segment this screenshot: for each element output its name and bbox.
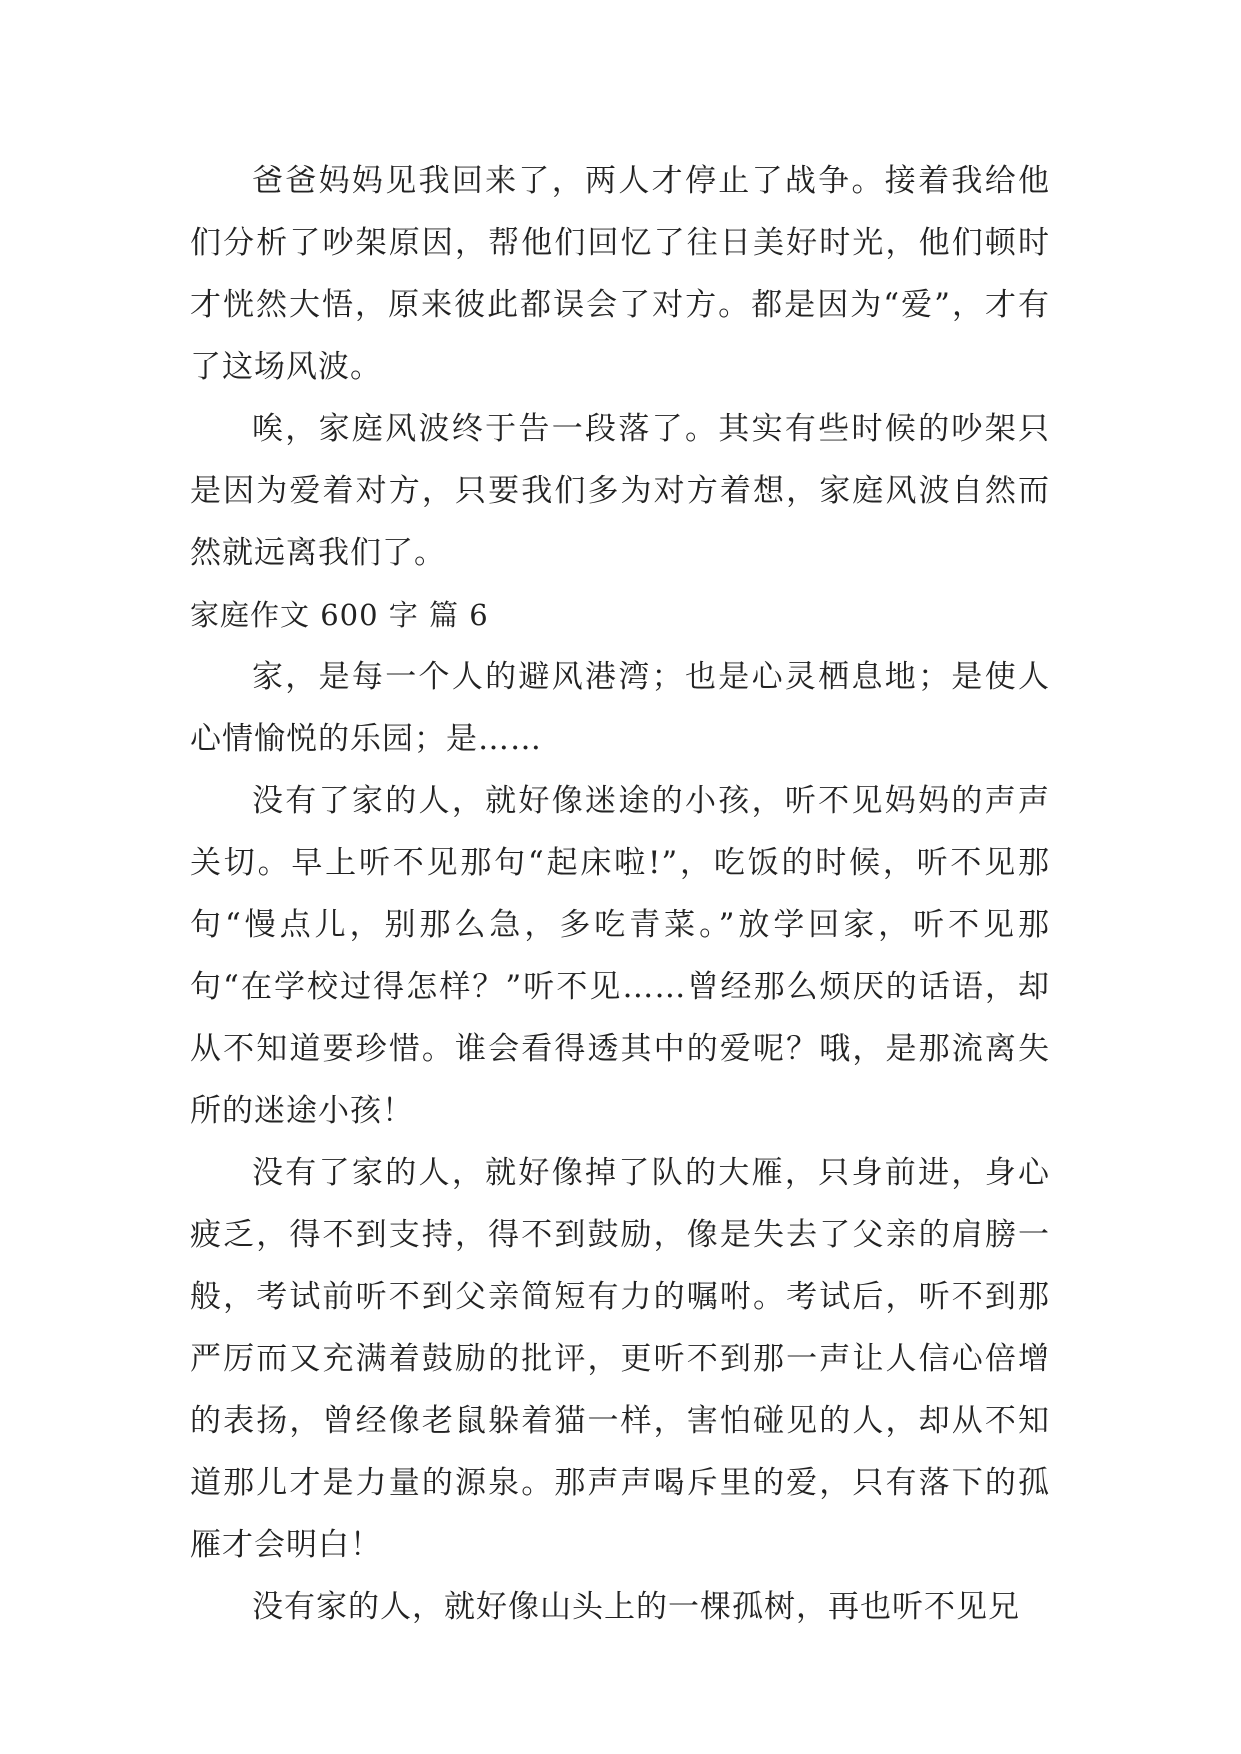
paragraph-1: 爸爸妈妈见我回来了，两人才停止了战争。接着我给他们分析了吵架原因，帮他们回忆了往日美好时光，他们顿时才恍然大悟，原来彼此都误会了对方。都是因为“爱”，才有了这场风波。 bbox=[190, 163, 1050, 385]
paragraph-5: 没有了家的人，就好像掉了队的大雁，只身前进，身心疲乏，得不到支持，得不到鼓励，像是失去了父亲的肩膀一般，考试前听不到父亲简短有力的嘱咐。考试后，听不到那严厉而又充满着鼓励的批评，更听不到那一声让人信心倍增的表扬，曾经像老鼠躲着猫一样，害怕碰见的人，却从不知道那儿才是力量的源泉。那声声喝斥里的爱，只有落下的孤雁才会明白！ bbox=[190, 1155, 1050, 1563]
paragraph-3: 家，是每一个人的避风港湾；也是心灵栖息地；是使人心情愉悦的乐园；是…… bbox=[190, 659, 1050, 757]
section-heading: 家庭作文 600 字 篇 6 bbox=[190, 598, 489, 632]
paragraph-6: 没有家的人，就好像山头上的一棵孤树，再也听不见兄 bbox=[252, 1589, 1020, 1625]
paragraph-2: 唉，家庭风波终于告一段落了。其实有些时候的吵架只是因为爱着对方，只要我们多为对方着想，家庭风波自然而然就远离我们了。 bbox=[190, 411, 1050, 571]
document-page bbox=[190, 150, 1050, 1638]
paragraph-4: 没有了家的人，就好像迷途的小孩，听不见妈妈的声声关切。早上听不见那句“起床啦!”，吃饭的时候，听不见那句“慢点儿，别那么急，多吃青菜。”放学回家，听不见那句“在学校过得怎样？”听不见……曾经那么烦厌的话语，却从不知道要珍惜。谁会看得透其中的爱呢？哦，是那流离失所的迷途小孩！ bbox=[190, 783, 1050, 1129]
